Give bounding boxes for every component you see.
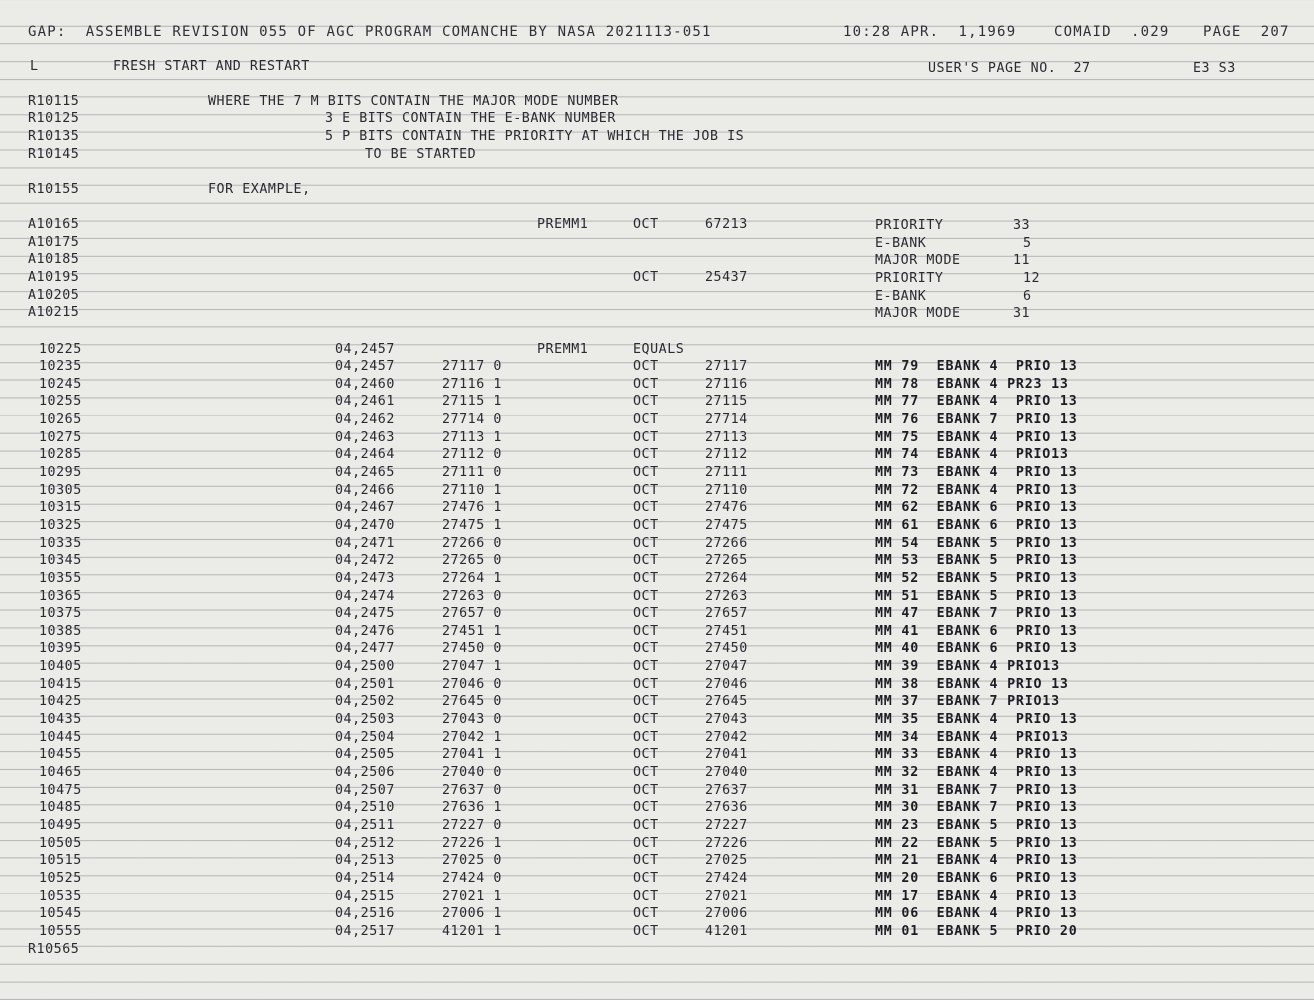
- row-operand: 27116: [705, 376, 748, 392]
- row-code: 27475 1: [442, 517, 502, 533]
- page-number: PAGE 207: [1203, 24, 1290, 40]
- remark-seq: R10155: [28, 182, 80, 197]
- row-code: 27264 1: [442, 570, 502, 586]
- row-code: 27657 0: [442, 606, 502, 622]
- row-comment: MM 62 EBANK 6 PRIO 13: [875, 500, 1078, 516]
- row-comment: MM 22 EBANK 5 PRIO 13: [875, 835, 1078, 851]
- row-seq: 10235: [39, 359, 82, 374]
- row-code: 27637 0: [442, 782, 502, 798]
- row-address: 04,2475: [335, 606, 395, 622]
- row-comment: MM 76 EBANK 7 PRIO 13: [875, 411, 1078, 427]
- row-operand: 27112: [705, 447, 748, 463]
- row-operand: 27025: [705, 853, 748, 869]
- row-op: OCT: [633, 782, 659, 798]
- row-seq: 10455: [39, 747, 82, 763]
- example-value: 33: [1013, 218, 1031, 233]
- row-operand: 27040: [705, 765, 748, 780]
- example-comment: MAJOR MODE: [875, 306, 961, 321]
- row-address: 04,2476: [335, 623, 395, 639]
- row-comment: MM 33 EBANK 4 PRIO 13: [875, 747, 1078, 763]
- row-op: OCT: [633, 888, 659, 904]
- row-seq: 10295: [39, 464, 82, 480]
- row-op: OCT: [633, 570, 659, 586]
- row-op: OCT: [633, 500, 659, 516]
- row-address: 04,2471: [335, 535, 395, 551]
- row-comment: MM 53 EBANK 5 PRIO 13: [875, 553, 1078, 569]
- row-seq: 10275: [39, 429, 82, 445]
- remark-seq: R10115: [28, 94, 80, 109]
- row-code: 27110 1: [442, 482, 502, 498]
- row-op: OCT: [633, 694, 659, 710]
- equals-label: PREMM1: [537, 342, 589, 357]
- row-seq: 10265: [39, 411, 82, 427]
- row-operand: 41201: [705, 923, 748, 939]
- row-address: 04,2511: [335, 817, 395, 833]
- users-page-number: USER'S PAGE NO. 27: [928, 61, 1091, 76]
- row-operand: 27264: [705, 570, 748, 586]
- row-comment: MM 20 EBANK 6 PRIO 13: [875, 870, 1078, 886]
- row-op: OCT: [633, 411, 659, 427]
- row-address: 04,2467: [335, 500, 395, 516]
- row-op: OCT: [633, 659, 659, 674]
- row-seq: 10485: [39, 800, 82, 816]
- example-comment: E-BANK: [875, 289, 927, 304]
- row-seq: 10385: [39, 623, 82, 639]
- row-address: 04,2514: [335, 870, 395, 886]
- row-seq: 10405: [39, 659, 82, 674]
- row-comment: MM 41 EBANK 6 PRIO 13: [875, 623, 1078, 639]
- row-op: OCT: [633, 712, 659, 727]
- row-seq: 10415: [39, 676, 82, 692]
- row-operand: 27006: [705, 906, 748, 922]
- row-seq: 10515: [39, 853, 82, 869]
- row-code: 27111 0: [442, 464, 502, 480]
- row-address: 04,2517: [335, 923, 395, 939]
- row-address: 04,2515: [335, 888, 395, 904]
- row-comment: MM 54 EBANK 5 PRIO 13: [875, 535, 1078, 551]
- row-seq: 10435: [39, 712, 82, 727]
- row-comment: MM 34 EBANK 4 PRIO13: [875, 729, 1069, 745]
- row-op: OCT: [633, 376, 659, 392]
- row-code: 27046 0: [442, 676, 502, 692]
- example-operand: 25437: [705, 270, 748, 285]
- row-code: 27115 1: [442, 394, 502, 410]
- log-section-title: FRESH START AND RESTART: [113, 59, 310, 74]
- row-code: 27112 0: [442, 447, 502, 463]
- example-seq: A10215: [28, 305, 80, 320]
- row-seq: 10525: [39, 870, 82, 886]
- row-code: 27043 0: [442, 712, 502, 727]
- row-seq: 10245: [39, 376, 82, 392]
- example-comment: MAJOR MODE: [875, 253, 961, 268]
- example-seq: A10165: [28, 217, 80, 232]
- example-seq: A10185: [28, 252, 80, 267]
- row-comment: MM 61 EBANK 6 PRIO 13: [875, 517, 1078, 533]
- row-comment: MM 38 EBANK 4 PRIO 13: [875, 676, 1069, 692]
- row-comment: MM 21 EBANK 4 PRIO 13: [875, 853, 1078, 869]
- row-comment: MM 78 EBANK 4 PR23 13: [875, 376, 1069, 392]
- row-op: OCT: [633, 729, 659, 745]
- row-address: 04,2463: [335, 429, 395, 445]
- row-seq: 10425: [39, 694, 82, 710]
- row-operand: 27047: [705, 659, 748, 674]
- row-op: OCT: [633, 588, 659, 604]
- example-value: 6: [1023, 289, 1032, 304]
- row-op: OCT: [633, 535, 659, 551]
- comaid-label: COMAID .029: [1054, 24, 1170, 40]
- row-op: OCT: [633, 747, 659, 763]
- row-op: OCT: [633, 923, 659, 939]
- row-seq: 10495: [39, 817, 82, 833]
- row-operand: 27110: [705, 482, 748, 498]
- row-seq: 10305: [39, 482, 82, 498]
- row-op: OCT: [633, 394, 659, 410]
- example-value: 31: [1013, 306, 1031, 321]
- example-seq: A10175: [28, 235, 80, 250]
- example-label: PREMM1: [537, 217, 589, 232]
- row-operand: 27021: [705, 888, 748, 904]
- row-code: 27025 0: [442, 853, 502, 869]
- example-value: 11: [1013, 253, 1031, 268]
- row-seq: 10315: [39, 500, 82, 516]
- row-op: OCT: [633, 623, 659, 639]
- row-seq: 10475: [39, 782, 82, 798]
- trailer-seq: R10565: [28, 942, 80, 957]
- row-address: 04,2502: [335, 694, 395, 710]
- row-op: OCT: [633, 835, 659, 851]
- row-comment: MM 47 EBANK 7 PRIO 13: [875, 606, 1078, 622]
- row-comment: MM 74 EBANK 4 PRIO13: [875, 447, 1069, 463]
- equals-address: 04,2457: [335, 342, 395, 357]
- row-code: 27714 0: [442, 411, 502, 427]
- row-comment: MM 52 EBANK 5 PRIO 13: [875, 570, 1078, 586]
- row-address: 04,2510: [335, 800, 395, 816]
- row-comment: MM 06 EBANK 4 PRIO 13: [875, 906, 1078, 922]
- row-address: 04,2513: [335, 853, 395, 869]
- remark-text: FOR EXAMPLE,: [208, 182, 311, 197]
- assembly-header: GAP: ASSEMBLE REVISION 055 OF AGC PROGRAM COMANCHE BY NASA 2021113-051: [28, 24, 712, 40]
- row-seq: 10335: [39, 535, 82, 551]
- row-comment: MM 01 EBANK 5 PRIO 20: [875, 923, 1078, 939]
- row-op: OCT: [633, 553, 659, 569]
- row-op: OCT: [633, 482, 659, 498]
- row-op: OCT: [633, 517, 659, 533]
- row-seq: 10255: [39, 394, 82, 410]
- row-seq: 10345: [39, 553, 82, 569]
- row-comment: MM 37 EBANK 7 PRIO13: [875, 694, 1060, 710]
- row-operand: 27475: [705, 517, 748, 533]
- row-comment: MM 51 EBANK 5 PRIO 13: [875, 588, 1078, 604]
- row-address: 04,2500: [335, 659, 395, 674]
- row-address: 04,2457: [335, 359, 395, 374]
- row-comment: MM 30 EBANK 7 PRIO 13: [875, 800, 1078, 816]
- row-operand: 27263: [705, 588, 748, 604]
- remark-text: 5 P BITS CONTAIN THE PRIORITY AT WHICH THE JOB IS: [325, 129, 745, 144]
- row-operand: 27637: [705, 782, 748, 798]
- row-address: 04,2461: [335, 394, 395, 410]
- row-address: 04,2464: [335, 447, 395, 463]
- row-comment: MM 32 EBANK 4 PRIO 13: [875, 765, 1078, 780]
- example-operand: 67213: [705, 217, 748, 232]
- row-code: 27116 1: [442, 376, 502, 392]
- row-address: 04,2505: [335, 747, 395, 763]
- row-code: 41201 1: [442, 923, 502, 939]
- remark-seq: R10125: [28, 111, 80, 126]
- row-seq: 10365: [39, 588, 82, 604]
- row-code: 27263 0: [442, 588, 502, 604]
- example-seq: A10195: [28, 270, 80, 285]
- row-comment: MM 39 EBANK 4 PRIO13: [875, 659, 1060, 674]
- row-address: 04,2512: [335, 835, 395, 851]
- row-address: 04,2466: [335, 482, 395, 498]
- row-operand: 27265: [705, 553, 748, 569]
- row-code: 27645 0: [442, 694, 502, 710]
- row-comment: MM 40 EBANK 6 PRIO 13: [875, 641, 1078, 657]
- row-seq: 10465: [39, 765, 82, 780]
- row-comment: MM 77 EBANK 4 PRIO 13: [875, 394, 1078, 410]
- row-operand: 27657: [705, 606, 748, 622]
- remark-text: TO BE STARTED: [365, 147, 477, 162]
- row-address: 04,2501: [335, 676, 395, 692]
- row-op: OCT: [633, 606, 659, 622]
- row-code: 27021 1: [442, 888, 502, 904]
- row-seq: 10545: [39, 906, 82, 922]
- row-comment: MM 79 EBANK 4 PRIO 13: [875, 359, 1078, 374]
- row-operand: 27041: [705, 747, 748, 763]
- row-code: 27113 1: [442, 429, 502, 445]
- row-operand: 27266: [705, 535, 748, 551]
- row-operand: 27111: [705, 464, 748, 480]
- row-seq: 10395: [39, 641, 82, 657]
- row-seq: 10325: [39, 517, 82, 533]
- row-comment: MM 23 EBANK 5 PRIO 13: [875, 817, 1078, 833]
- row-operand: 27476: [705, 500, 748, 516]
- row-address: 04,2472: [335, 553, 395, 569]
- row-op: OCT: [633, 870, 659, 886]
- row-code: 27266 0: [442, 535, 502, 551]
- row-code: 27476 1: [442, 500, 502, 516]
- equals-seq: 10225: [39, 342, 82, 357]
- row-comment: MM 35 EBANK 4 PRIO 13: [875, 712, 1078, 727]
- row-code: 27047 1: [442, 659, 502, 674]
- row-op: OCT: [633, 906, 659, 922]
- row-address: 04,2503: [335, 712, 395, 727]
- row-address: 04,2473: [335, 570, 395, 586]
- row-seq: 10285: [39, 447, 82, 463]
- example-value: 12: [1023, 271, 1041, 286]
- row-code: 27451 1: [442, 623, 502, 639]
- row-address: 04,2462: [335, 411, 395, 427]
- row-code: 27227 0: [442, 817, 502, 833]
- e3s3-label: E3 S3: [1193, 61, 1236, 76]
- row-op: OCT: [633, 447, 659, 463]
- row-address: 04,2460: [335, 376, 395, 392]
- row-code: 27424 0: [442, 870, 502, 886]
- remark-seq: R10135: [28, 129, 80, 144]
- remark-seq: R10145: [28, 147, 80, 162]
- row-address: 04,2506: [335, 765, 395, 780]
- example-op: OCT: [633, 270, 659, 285]
- row-operand: 27046: [705, 676, 748, 692]
- row-comment: MM 75 EBANK 4 PRIO 13: [875, 429, 1078, 445]
- row-operand: 27115: [705, 394, 748, 410]
- row-seq: 10355: [39, 570, 82, 586]
- row-code: 27040 0: [442, 765, 502, 780]
- row-code: 27226 1: [442, 835, 502, 851]
- row-operand: 27636: [705, 800, 748, 816]
- row-op: OCT: [633, 464, 659, 480]
- row-operand: 27227: [705, 817, 748, 833]
- row-operand: 27645: [705, 694, 748, 710]
- equals-op: EQUALS: [633, 342, 685, 357]
- row-comment: MM 73 EBANK 4 PRIO 13: [875, 464, 1078, 480]
- row-op: OCT: [633, 817, 659, 833]
- row-operand: 27113: [705, 429, 748, 445]
- row-operand: 27043: [705, 712, 748, 727]
- example-comment: PRIORITY: [875, 271, 944, 286]
- row-op: OCT: [633, 429, 659, 445]
- row-op: OCT: [633, 853, 659, 869]
- row-operand: 27117: [705, 359, 748, 374]
- row-address: 04,2516: [335, 906, 395, 922]
- row-seq: 10535: [39, 888, 82, 904]
- row-comment: MM 31 EBANK 7 PRIO 13: [875, 782, 1078, 798]
- row-address: 04,2465: [335, 464, 395, 480]
- row-operand: 27451: [705, 623, 748, 639]
- row-op: OCT: [633, 765, 659, 780]
- row-code: 27265 0: [442, 553, 502, 569]
- example-comment: PRIORITY: [875, 218, 944, 233]
- row-address: 04,2507: [335, 782, 395, 798]
- row-code: 27041 1: [442, 747, 502, 763]
- row-code: 27117 0: [442, 359, 502, 374]
- row-address: 04,2477: [335, 641, 395, 657]
- row-seq: 10445: [39, 729, 82, 745]
- row-operand: 27424: [705, 870, 748, 886]
- row-op: OCT: [633, 641, 659, 657]
- remark-text: WHERE THE 7 M BITS CONTAIN THE MAJOR MODE NUMBER: [208, 94, 619, 109]
- row-operand: 27714: [705, 411, 748, 427]
- example-op: OCT: [633, 217, 659, 232]
- row-code: 27042 1: [442, 729, 502, 745]
- row-operand: 27226: [705, 835, 748, 851]
- log-section-letter: L: [30, 59, 39, 74]
- row-operand: 27042: [705, 729, 748, 745]
- row-comment: MM 17 EBANK 4 PRIO 13: [875, 888, 1078, 904]
- row-comment: MM 72 EBANK 4 PRIO 13: [875, 482, 1078, 498]
- example-comment: E-BANK: [875, 236, 927, 251]
- row-op: OCT: [633, 676, 659, 692]
- row-code: 27006 1: [442, 906, 502, 922]
- example-seq: A10205: [28, 288, 80, 303]
- assembly-timestamp: 10:28 APR. 1,1969: [843, 24, 1017, 40]
- row-address: 04,2470: [335, 517, 395, 533]
- row-address: 04,2474: [335, 588, 395, 604]
- row-address: 04,2504: [335, 729, 395, 745]
- row-op: OCT: [633, 359, 659, 374]
- row-code: 27636 1: [442, 800, 502, 816]
- example-value: 5: [1023, 236, 1032, 251]
- row-seq: 10555: [39, 923, 82, 939]
- row-op: OCT: [633, 800, 659, 816]
- row-seq: 10505: [39, 835, 82, 851]
- row-code: 27450 0: [442, 641, 502, 657]
- row-operand: 27450: [705, 641, 748, 657]
- row-seq: 10375: [39, 606, 82, 622]
- remark-text: 3 E BITS CONTAIN THE E-BANK NUMBER: [325, 111, 616, 126]
